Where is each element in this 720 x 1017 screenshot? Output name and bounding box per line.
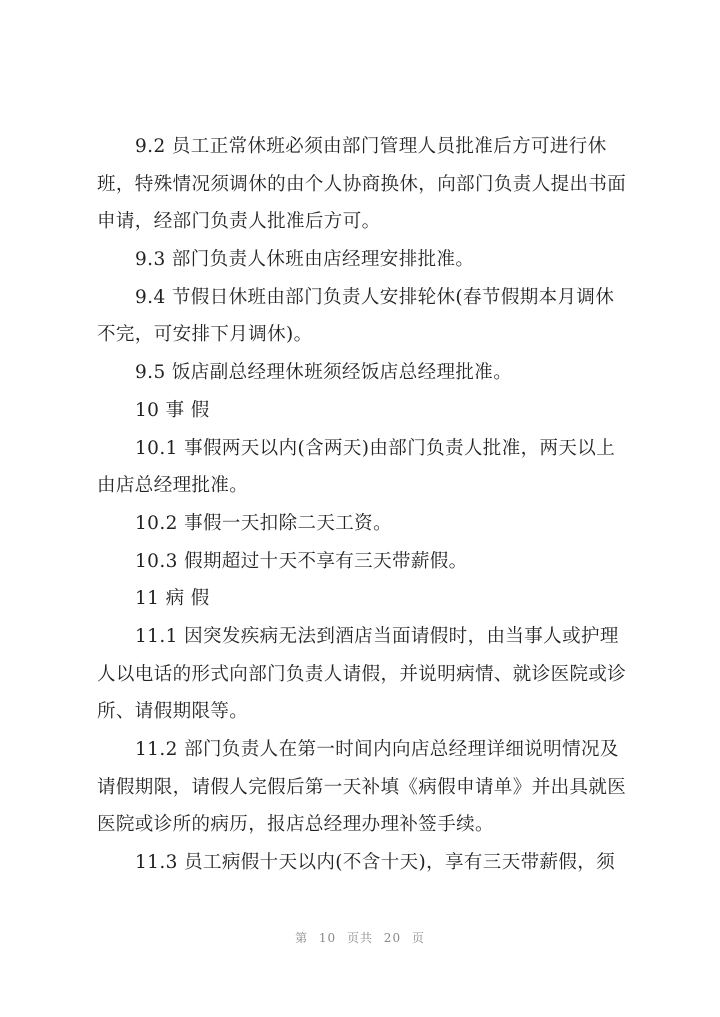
- paragraph: [97, 354, 627, 392]
- paragraph: [97, 731, 627, 844]
- text-line: 由店总经理批准。: [97, 475, 249, 497]
- text-line: 9.4 节假日休班由部门负责人安排轮休(春节假期本月调休: [135, 286, 615, 308]
- paragraph: [97, 430, 627, 505]
- paragraph: [97, 505, 627, 543]
- paragraph: [97, 279, 627, 354]
- paragraph: [97, 618, 627, 731]
- text-line: 11 病 假: [135, 588, 210, 610]
- text-line: 医院或诊所的病历，报店总经理办理补签手续。: [97, 814, 494, 836]
- text-line: 所、请假期限等。: [97, 701, 249, 723]
- text-line: 10.1 事假两天以内(含两天)由部门负责人批准，两天以上: [135, 437, 616, 459]
- paragraph: [97, 580, 627, 618]
- text-line: 10.2 事假一天扣除二天工资。: [135, 512, 392, 534]
- text-line: 9.3 部门负责人休班由店经理安排批准。: [135, 249, 475, 271]
- text-line: 11.2 部门负责人在第一时间内向店总经理详细说明情况及: [135, 739, 619, 760]
- text-line: 人以电话的形式向部门负责人请假，并说明病情、就诊医院或诊: [97, 663, 627, 685]
- text-line: 9.5 饭店副总经理休班须经饭店总经理批准。: [135, 362, 513, 384]
- paragraph: [97, 844, 627, 882]
- text-line: 11.3 员工病假十天以内(不含十天)，享有三天带薪假，须: [135, 852, 616, 874]
- page-footer: 第 10 页共 20 页: [295, 931, 425, 945]
- text-line: 10 事 假: [135, 399, 210, 421]
- paragraph: [97, 128, 627, 241]
- paragraph: [97, 392, 627, 430]
- text-line: 11.1 因突发疾病无法到酒店当面请假时，由当事人或护理: [135, 625, 619, 647]
- text-line: 班，特殊情况须调休的由个人协商换休，向部门负责人提出书面: [97, 173, 627, 195]
- paragraph: [97, 241, 627, 279]
- paragraph: [97, 543, 627, 581]
- text-line: 申请，经部门负责人批准后方可。: [97, 211, 381, 233]
- text-line: 9.2 员工正常休班必须由部门管理人员批准后方可进行休: [135, 136, 607, 157]
- text-line: 请假期限，请假人完假后第一天补填《病假申请单》并出具就医: [97, 776, 627, 798]
- text-line: 10.3 假期超过十天不享有三天带薪假。: [135, 550, 468, 572]
- document-body: [97, 128, 627, 882]
- text-line: 不完，可安排下月调休)。: [97, 324, 313, 346]
